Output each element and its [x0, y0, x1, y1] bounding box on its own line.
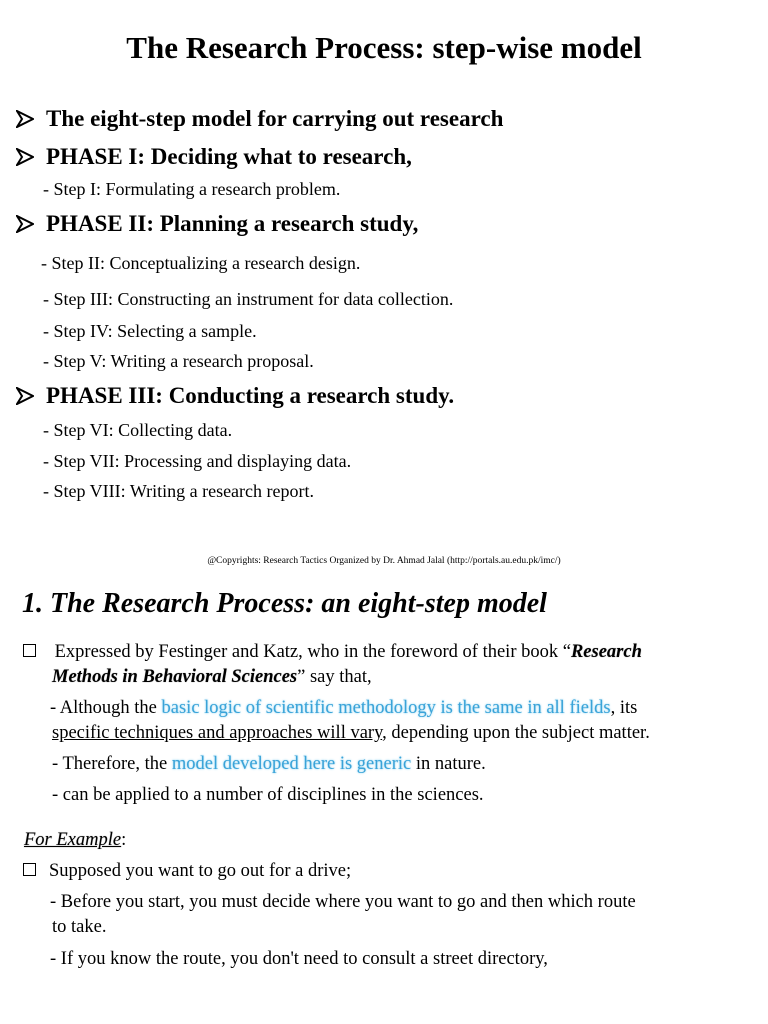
step-4: - Step IV: Selecting a sample.	[43, 321, 257, 341]
arrow-bullet-icon	[16, 110, 34, 128]
text-fragment: , depending upon the subject matter.	[382, 723, 650, 743]
step-7: - Step VII: Processing and displaying data.	[43, 451, 352, 471]
text-fragment: :	[121, 830, 127, 850]
example-label: For Example	[24, 830, 122, 850]
highlight-model-generic: model developed here is generic	[171, 754, 412, 774]
for-example-heading	[24, 830, 126, 851]
bullet-phase-3	[16, 383, 454, 409]
arrow-bullet-icon	[16, 387, 34, 405]
copyright-note: @Copyrights: Research Tactics Organized by Dr. Ahmad Jalal (http://portals.au.edu.pk/imc/)	[207, 556, 561, 566]
slide1-title: The Research Process: step-wise model	[126, 30, 642, 65]
text-fragment: in nature.	[411, 754, 486, 774]
step-6: - Step VI: Collecting data.	[43, 420, 233, 440]
bullet-phase-1	[16, 144, 412, 170]
bullet-text: PHASE I: Deciding what to research,	[46, 144, 412, 169]
paragraph-although-line2	[52, 723, 650, 744]
paragraph-can-be-applied: - can be applied to a number of disciplines in the sciences.	[52, 785, 484, 805]
arrow-bullet-icon	[16, 215, 34, 233]
bullet-phase-2	[16, 211, 418, 237]
step-3: - Step III: Constructing an instrument for data collection.	[43, 289, 454, 309]
paragraph-festinger-katz-line2	[52, 667, 372, 688]
book-title-part2: Methods in Behavioral Sciences	[52, 667, 298, 687]
text-fragment: ” say that,	[297, 667, 372, 687]
text-fragment: - Although the	[50, 698, 162, 718]
text-fragment: - Therefore, the	[52, 754, 172, 774]
example-drive	[23, 861, 351, 882]
example-know-route: - If you know the route, you don't need to consult a street directory,	[50, 949, 548, 969]
paragraph-therefore	[52, 754, 486, 775]
text-fragment: , its	[610, 698, 638, 718]
slide2-title: 1. The Research Process: an eight-step model	[22, 588, 547, 619]
step-2: - Step II: Conceptualizing a research design.	[41, 253, 361, 273]
step-5: - Step V: Writing a research proposal.	[43, 351, 314, 371]
step-8: - Step VIII: Writing a research report.	[43, 481, 315, 501]
bullet-text: PHASE III: Conducting a research study.	[46, 383, 455, 408]
highlight-basic-logic: basic logic of scientific methodology is the same in all fields	[161, 698, 611, 718]
arrow-bullet-icon	[16, 148, 34, 166]
underlined-specific-techniques: specific techniques and approaches will vary	[52, 723, 383, 743]
text-fragment: Supposed you want to go out for a drive;	[49, 861, 352, 881]
paragraph-although	[50, 698, 637, 719]
bullet-text: PHASE II: Planning a research study,	[46, 211, 419, 236]
book-title-part1: Research	[570, 642, 642, 662]
step-1: - Step I: Formulating a research problem.	[43, 179, 341, 199]
example-before-you-start: - Before you start, you must decide where you want to go and then which route	[50, 892, 636, 912]
bullet-eight-step-model	[16, 106, 503, 132]
bullet-text: The eight-step model for carrying out research	[46, 106, 504, 131]
text-fragment: Expressed by Festinger and Katz, who in the foreword of their book “	[50, 642, 571, 662]
checkbox-bullet-icon	[23, 863, 36, 876]
example-before-you-start-line2: to take.	[52, 917, 107, 937]
checkbox-bullet-icon	[23, 644, 36, 657]
paragraph-festinger-katz	[23, 642, 642, 663]
